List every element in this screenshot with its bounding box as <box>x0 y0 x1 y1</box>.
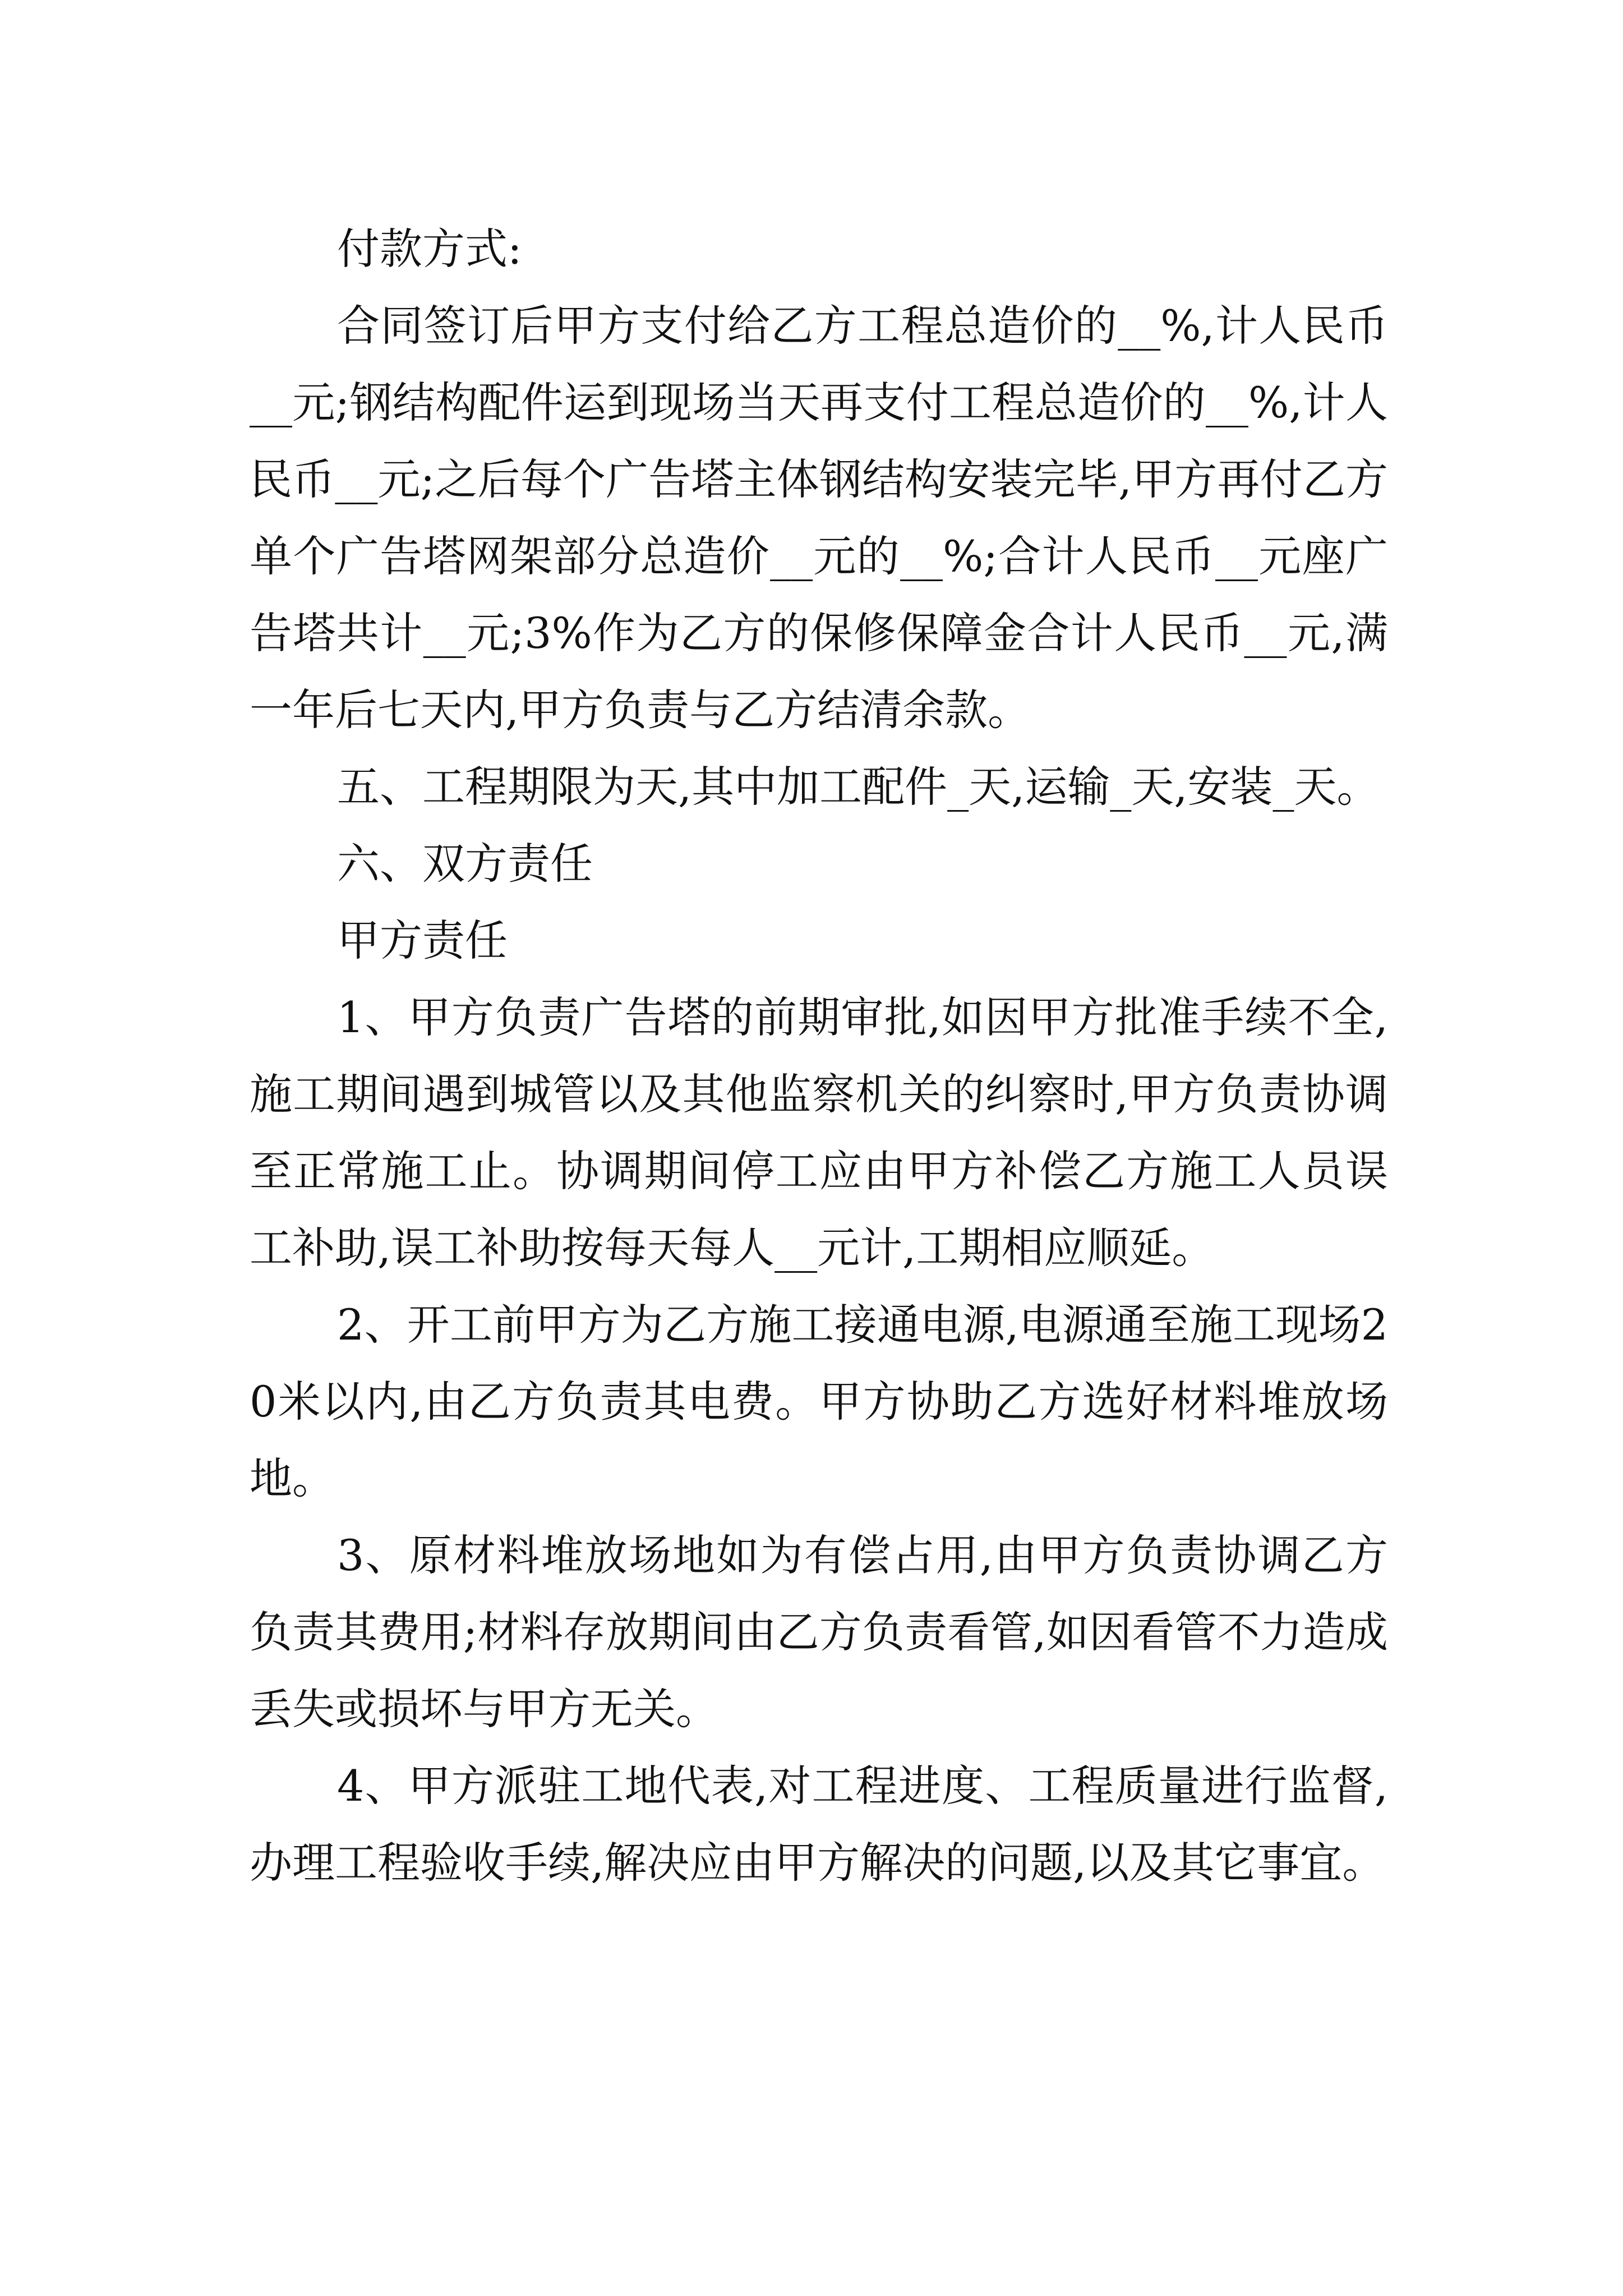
project-period-paragraph: 五、工程期限为天,其中加工配件_天,运输_天,安装_天。 <box>337 762 1380 812</box>
party-a-clause-3: 3、原材料堆放场地如为有偿占用,由甲方负责协调乙方负责其费用;材料存放期间由乙方负责看管,如因看管不力造成丢失或损坏与甲方无关。 <box>250 1530 1388 1734</box>
payment-method-heading: 付款方式: <box>337 224 522 274</box>
party-a-responsibilities-heading: 甲方责任 <box>337 915 508 965</box>
section-heading-responsibilities: 六、双方责任 <box>337 839 593 889</box>
party-a-clause-4: 4、甲方派驻工地代表,对工程进度、工程质量进行监督,办理工程验收手续,解决应由甲方解决的问题,以及其它事宜。 <box>250 1761 1388 1888</box>
payment-terms-paragraph: 合同签订后甲方支付给乙方工程总造价的__%,计人民币__元;钢结构配件运到现场当天再支付工程总造价的__%,计人民币__元;之后每个广告塔主体钢结构安装完毕,甲方再付乙方单个广告塔网架部分总造价__元的__%;合计人民币__元座广告塔共计__元;3%作为乙方的保修保障金合计人民币__元,满一年后七天内,甲方负责与乙方结清余款。 <box>250 301 1388 735</box>
party-a-clause-2: 2、开工前甲方为乙方施工接通电源,电源通至施工现场20米以内,由乙方负责其电费。甲方协助乙方选好材料堆放场地。 <box>250 1300 1388 1503</box>
document-body <box>250 210 1388 1901</box>
party-a-clause-1: 1、甲方负责广告塔的前期审批,如因甲方批准手续不全,施工期间遇到城管以及其他监察机关的纠察时,甲方负责协调至正常施工止。协调期间停工应由甲方补偿乙方施工人员误工补助,误工补助按每天每人__元计,工期相应顺延。 <box>250 992 1388 1273</box>
